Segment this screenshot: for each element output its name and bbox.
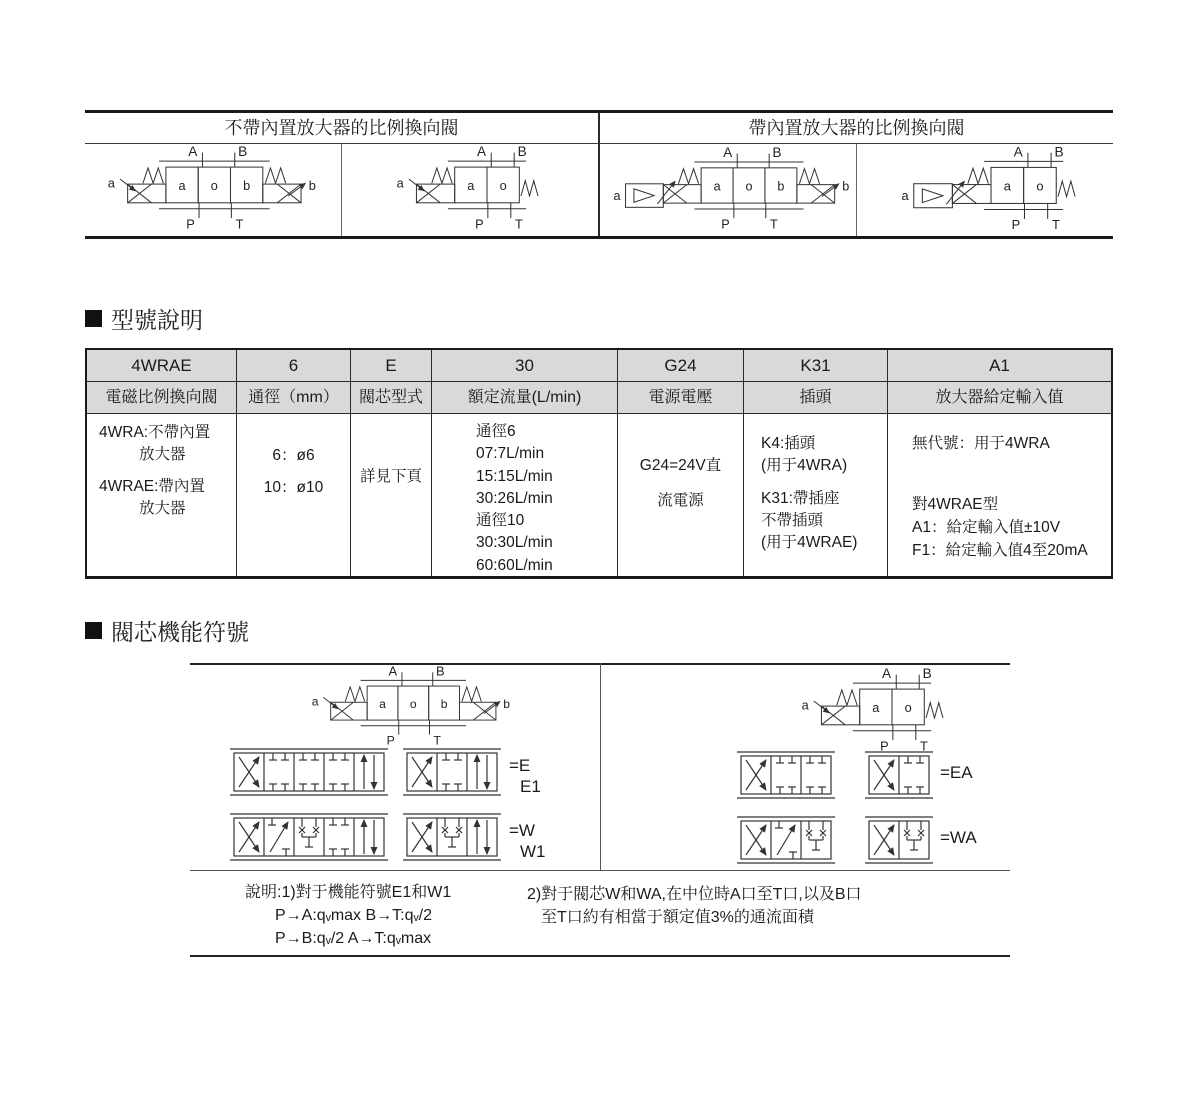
section-title-text: 閥芯機能符號 [111,619,249,645]
valve-symbol-4wra-2pos [395,145,545,235]
name-header-row [87,382,1111,414]
spool-symbol-e-long [230,747,388,802]
svg-text:a: a [467,178,475,194]
svg-text:o: o [210,178,218,194]
svg-text:B: B [517,145,527,160]
svg-text:o: o [1036,178,1044,194]
svg-text:o: o [499,178,507,194]
spring-icon [678,168,698,183]
svg-text:b: b [842,179,850,194]
svg-text:B: B [1054,144,1064,159]
spring-icon [142,168,162,183]
name-cell: 插頭 [743,382,887,414]
name-cell: 電源電壓 [617,382,743,414]
spring-icon [799,168,819,183]
figure-divider-line [600,663,601,870]
without-amplifier-diagrams [85,144,598,236]
with-amplifier-header: 帶內置放大器的比例換向閥 [600,113,1113,144]
spool-symbol-w-long [230,812,388,867]
valve-symbol-4wrae-2pos [888,145,1082,236]
spring-icon [462,687,481,702]
svg-text:a: a [107,175,115,191]
solenoid-icon [459,702,495,720]
svg-text:T: T [433,733,441,746]
solenoid-icon [797,184,835,202]
code-cell: G24 [617,350,743,382]
note-1: 說明:1)對于機能符號E1和W1 P→A:qᵥmax B→T:qᵥ/2 P→B:qᵥ/2 A→T:qᵥmax [245,884,452,947]
svg-text:P: P [880,738,889,752]
spring-icon [345,687,364,702]
diagram-cell [85,144,341,236]
solenoid-icon [262,184,300,203]
solenoid-icon [416,184,454,203]
svg-text:A: A [723,145,733,160]
proportional-valve-overview-table [85,110,1113,239]
svg-text:a: a [901,187,909,203]
svg-text:o: o [904,700,912,716]
code-cell: 4WRAE [87,350,236,382]
section-square-icon [85,310,102,327]
valve-symbol-3pos-reference [310,665,515,751]
name-cell: 閥芯型式 [350,382,431,414]
figure-mid-rule [190,870,1010,871]
spool-label-ea: =EA [940,763,973,782]
solenoid-icon [331,702,367,720]
spool-symbols-figure [85,655,1113,960]
spool-label-w: =W W1 [509,821,546,861]
diagram-cell [341,144,598,236]
svg-text:o: o [409,696,417,711]
model-designation-table [85,348,1113,579]
svg-text:P: P [721,216,730,230]
code-cell: 6 [236,350,350,382]
valve-symbol-2pos-reference [800,667,950,757]
spool-symbol-ea-long [737,750,835,805]
svg-text:T: T [770,216,778,230]
spool-symbol-wa-long [737,815,835,870]
svg-text:B: B [922,667,932,682]
svg-text:A: A [1013,144,1023,159]
svg-text:a: a [311,694,319,709]
spring-icon [265,168,285,183]
code-header-row [87,350,1111,382]
svg-text:A: A [477,145,487,160]
valve-type-cell: 4WRA:不帶內置 放大器 4WRAE:帶內置 放大器 [87,414,236,576]
solenoid-icon [663,184,701,202]
spool-symbol-wa-short [865,815,933,870]
without-amplifier-header: 不帶內置放大器的比例換向閥 [85,113,598,144]
diagram-cell [856,144,1113,236]
svg-text:b: b [308,178,316,194]
svg-text:a: a [713,179,721,194]
svg-text:P: P [386,733,395,746]
section-square-icon [85,622,102,639]
table-body-row [87,414,1111,576]
spool-symbols-title [85,614,249,647]
spool-label-e: =E E1 [509,756,541,796]
svg-text:B: B [435,665,445,679]
svg-text:a: a [872,700,880,716]
voltage-cell: G24=24V直 流電源 [617,414,743,576]
name-cell: 通徑（mm） [236,382,350,414]
svg-text:b: b [242,178,250,194]
amplifier-input-cell: 無代號：用于4WRA 對4WRAE型 A1：給定輸入值±10V F1：給定輸入值4至20mA [887,414,1111,576]
size-cell: 6：ø6 10：ø10 [236,414,350,576]
svg-text:a: a [178,178,186,194]
svg-text:A: A [882,667,892,682]
code-cell: K31 [743,350,887,382]
svg-text:T: T [920,738,928,752]
svg-text:B: B [772,145,782,160]
svg-text:B: B [237,145,247,160]
svg-text:P: P [475,216,484,230]
valve-symbol-4wra-3pos [106,145,321,235]
svg-text:a: a [379,696,386,711]
svg-text:b: b [440,696,448,711]
spool-type-cell: 詳見下頁 [350,414,431,576]
solenoid-icon [952,184,991,203]
svg-text:A: A [388,665,398,679]
with-amplifier-section [598,113,1113,236]
spring-icon [837,690,857,705]
solenoid-icon [821,706,859,725]
section-title-text: 型號說明 [111,307,203,333]
without-amplifier-section [85,113,598,236]
svg-text:P: P [185,216,195,230]
svg-text:a: a [801,697,809,713]
diagram-cell [600,144,856,236]
spool-symbol-ea-short [865,750,933,805]
svg-text:o: o [745,179,753,194]
svg-text:P: P [1011,216,1021,231]
svg-text:T: T [1051,216,1060,231]
model-designation-title [85,302,203,335]
svg-text:T: T [515,216,523,230]
name-cell: 額定流量(L/min) [431,382,617,414]
spring-icon [521,181,538,196]
solenoid-icon [127,184,165,203]
spool-symbol-w-short [403,812,501,867]
svg-text:a: a [396,175,404,191]
svg-text:T: T [235,216,243,230]
svg-text:a: a [613,188,621,203]
spring-icon [968,168,989,183]
with-amplifier-diagrams [600,144,1113,236]
svg-text:A: A [187,145,197,160]
note-2: 2)對于閥芯W和WA,在中位時A口至T口,以及B口 至T口約有相當于額定值3%的通流面積 [527,886,862,926]
spring-icon [1058,181,1075,196]
spool-label-wa: =WA [940,828,977,847]
plug-cell: K4:插頭 (用于4WRA) K31:帶插座 不帶插頭 (用于4WRAE) [743,414,887,576]
svg-text:b: b [503,696,510,711]
spool-symbol-e-short [403,747,501,802]
valve-symbol-4wrae-3pos [600,146,856,235]
flow-rate-cell: 通徑6 07:7L/min 15:15L/min 30:26L/min 通徑10 30:30L/min 60:60L/min [431,414,617,576]
spring-icon [432,168,452,183]
code-cell: E [350,350,431,382]
name-cell: 電磁比例換向閥 [87,382,236,414]
svg-text:a: a [1003,178,1011,194]
code-cell: 30 [431,350,617,382]
spring-icon [926,703,943,718]
figure-bottom-rule [190,955,1010,957]
code-cell: A1 [887,350,1111,382]
svg-text:b: b [777,179,785,194]
name-cell: 放大器給定輸入值 [887,382,1111,414]
